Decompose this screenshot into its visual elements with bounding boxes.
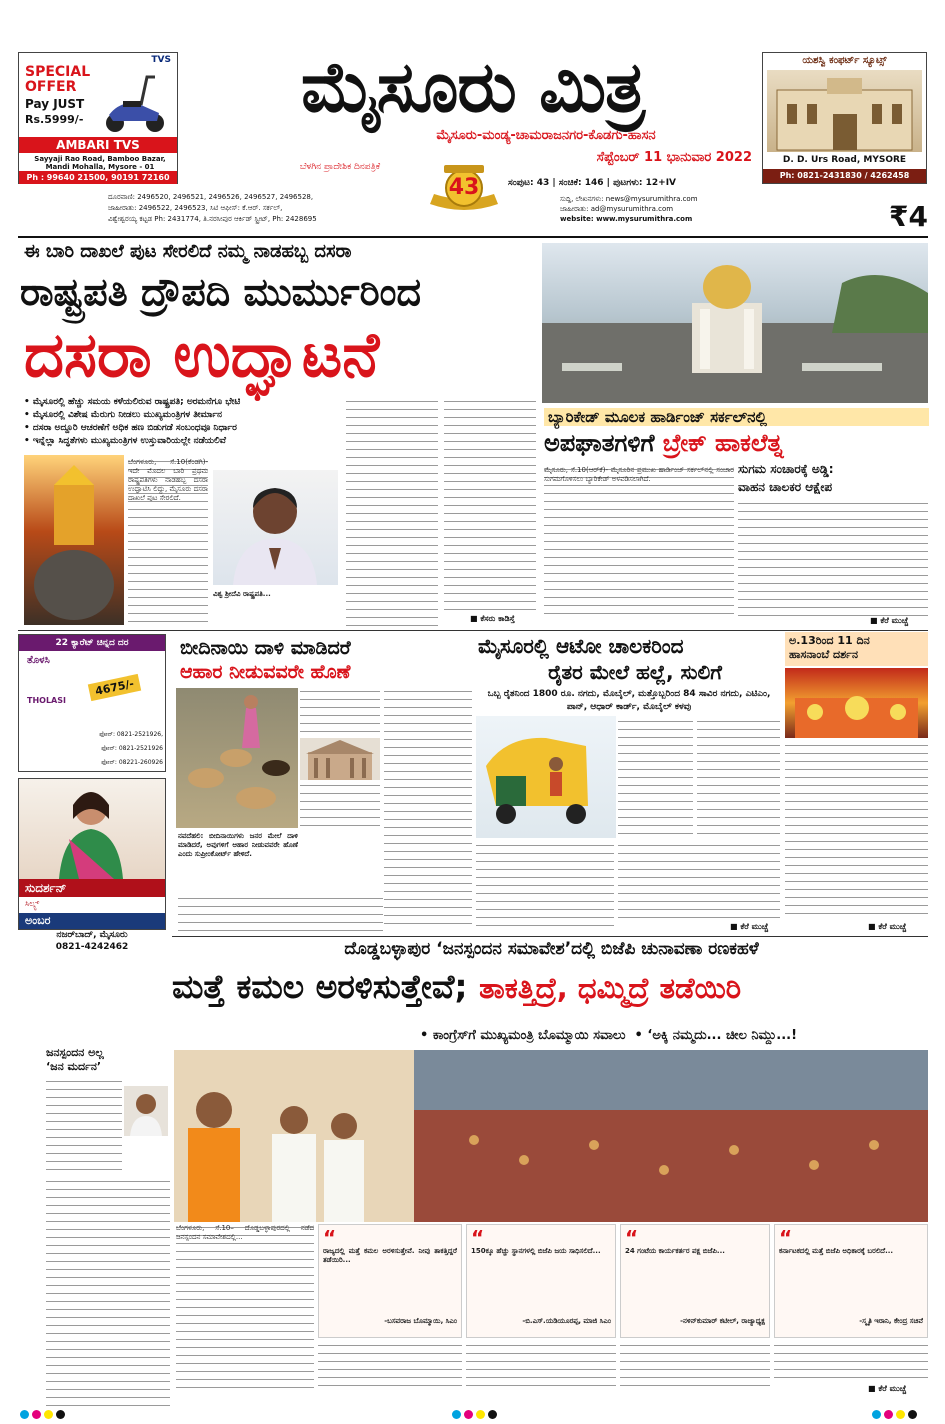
dogs-headline-2: ಆಹಾರ ನೀಡುವವರೇ ಹೊಣೆ: [180, 661, 351, 683]
quote-author: -ಬಸವರಾಜ ಬೊಮ್ಮಾಯಿ, ಸಿಎಂ: [384, 1317, 457, 1325]
quote-mark-icon: “: [323, 1226, 337, 1250]
sidebar-title-2: ‘ಜನ ಮರ್ದನ’: [46, 1060, 102, 1073]
anniversary-badge: [424, 164, 504, 214]
masthead-date: ಸೆಪ್ಟೆಂಬರ್ 11 ಭಾನುವಾರ 2022: [596, 150, 752, 165]
supreme-court-photo: [300, 738, 380, 780]
gold-title: 22 ಕ್ಯಾರೆಟ್ ಚಿನ್ನದ ದರ: [19, 635, 165, 651]
contact-phones-3: ವಿಶ್ವೇಶ್ವರಯ್ಯ ಕಟ್ಟಡ Ph: 2431774, ತಿ.ನರಸೀಪುರ ಆರ್ಕಿಡ್ ಸ್ಟ್ರೀಟ್, Ph: 2428695: [108, 215, 317, 223]
gold-phone-2: ಫೋನ್: 0821-2521926: [101, 745, 163, 752]
anniversary-number: 43: [448, 175, 480, 200]
lead-bullet: • ಮೈಸೂರಲ್ಲಿ ವಿಶೇಷ ಮೆರುಗು ನೀಡಲು ಮುಖ್ಯಮಂತ್ರಿಗಳ ತೀರ್ಮಾನ: [24, 410, 223, 420]
quote-author: -ನಳಿನ್‌ಕುಮಾರ್ ಕಟೀಲ್, ರಾಜ್ಯಾಧ್ಯಕ್ಷ: [680, 1317, 765, 1325]
president-caption: ವಿಶ್ವ ಶ್ರೀದೆವಿ ರಾಷ್ಟ್ರಪತಿ...: [213, 590, 271, 598]
masthead-title: ಮೈಸೂರು ಮಿತ್ರ: [300, 46, 645, 128]
dogs-body-col2: [384, 688, 472, 928]
print-registration-marks: [20, 1404, 68, 1423]
quote-box-irani: [774, 1224, 928, 1338]
hasanamba-headline-2: ಹಾಸನಾಂಬೆ ದರ್ಶನ: [789, 648, 858, 661]
bjp-sub-1: ಕಾಂಗ್ರೆಸ್‌ಗೆ ಮುಖ್ಯಮಂತ್ರಿ ಬೊಮ್ಮಾಯಿ ಸವಾಲು: [432, 1028, 626, 1043]
sudarshan-location: ನಜರ್‌ಬಾದ್, ಮೈಸೂರು: [56, 930, 128, 940]
sudarshan-ad[interactable]: [18, 778, 166, 930]
hardinge-body: [738, 500, 928, 616]
quote-box-bsy: [466, 1224, 616, 1338]
masthead-rule: [18, 236, 928, 238]
tvs-amount: Rs.5999/-: [25, 113, 84, 126]
bjp-subheads: • ಕಾಂಗ್ರೆಸ್‌ಗೆ ಮುಖ್ಯಮಂತ್ರಿ ಬೊಮ್ಮಾಯಿ ಸವಾಲು • ‘ಅಕ್ಕಿ ನಮ್ಮದು... ಚೀಲ ನಿಮ್ದು...!: [420, 1028, 798, 1043]
price: ₹4: [889, 200, 928, 233]
hotel-photo: [767, 70, 922, 152]
print-registration-marks: [452, 1404, 500, 1423]
tvs-address: Sayyaji Rao Road, Bamboo Bazar, Mandi Mohalla, Mysore - 01: [34, 155, 166, 171]
auto-illustration: [476, 716, 616, 838]
hotel-address: D. D. Urs Road, MYSORE: [782, 155, 907, 165]
auto-body-col2: [476, 842, 614, 930]
bjp-body-col4: [774, 1342, 928, 1382]
tvs-phone: Ph : 99640 21500, 90191 72160: [19, 171, 177, 184]
news-email: ಸುದ್ದಿ, ಲೇಖನಗಳು: news@mysurumithra.com: [560, 195, 698, 203]
sudarshan-phone: 0821-4242462: [55, 942, 129, 952]
gold-phone-1: ಫೋನ್: 0821-2521926,: [99, 731, 163, 738]
dogs-body-col1: [300, 688, 380, 736]
hardinge-circle-photo: [542, 243, 928, 403]
lead-bullets: [24, 396, 324, 448]
siddaramaiah-photo: [124, 1086, 168, 1136]
dasara-elephant-photo: [24, 455, 124, 625]
sudarshan-tag: ಸಿಲ್ಕ್ಸ್: [25, 899, 40, 908]
sidebar-body-2: [46, 1178, 170, 1408]
president-photo: [213, 470, 338, 585]
stray-dogs-photo: [176, 688, 298, 828]
gold-shop-logo: [27, 655, 77, 715]
bjp-kicker: ದೊಡ್ಡಬಳ್ಳಾಪುರ ‘ಜನಸ್ಪಂದನ ಸಮಾವೇಶ’ದಲ್ಲಿ ಬಿಜೆಪಿ ಚುನಾವಣಾ ರಣಕಹಳೆ: [344, 939, 759, 959]
auto-deck: ಒಬ್ಬ ರೈತನಿಂದ 1800 ರೂ. ನಗದು, ಮೊಬೈಲ್, ಮತ್ತೊಬ್ಬರಿಂದ 84 ಸಾವಿರ ನಗದು, ಎಟಿಎಂ, ಪಾನ್, ಆಧಾರ್ ಕಾರ್ಡ್, ಮೊಬೈಲ್ ಕಳವು: [487, 689, 771, 712]
hardinge-byline: ■ ಕೆರೆ ಮುಚ್ಚೆ: [870, 616, 909, 625]
scooter-image: [101, 69, 169, 133]
gold-rate-ad[interactable]: [18, 634, 166, 772]
hardinge-subhead-2: ವಾಹನ ಚಾಲಕರ ಆಕ್ಷೇಪ: [738, 480, 833, 494]
print-registration-marks: [872, 1404, 920, 1423]
lead-body-col3: [444, 398, 536, 613]
lead-bullet: • ಇನ್ನೆಲ್ಲಾ ಸಿದ್ಧತೆಗಳು ಮುಖ್ಯಮಂತ್ರಿಗಳ ಉಸ್ತುವಾರಿಯಲ್ಲೇ ನಡೆಯಲಿವೆ: [24, 436, 226, 446]
bjp-headline: [172, 964, 932, 1011]
lead-kicker: ಈ ಬಾರಿ ದಾಖಲೆ ಪುಟ ಸೇರಲಿದೆ ನಮ್ಮ ನಾಡಹಬ್ಬ ದಸರಾ: [24, 241, 352, 262]
bjp-body-col3: [620, 1342, 770, 1392]
hasanamba-headline: [785, 632, 928, 666]
model-photo: [19, 779, 165, 879]
dogs-headline-1: ಬೀದಿನಾಯಿ ದಾಳಿ ಮಾಡಿದರೆ: [180, 637, 351, 659]
gold-price: 4675/-: [88, 674, 142, 701]
masthead-districts: ಮೈಸೂರು-ಮಂಡ್ಯ-ಚಾಮರಾಜನಗರ-ಕೊಡಗು-ಹಾಸನ: [436, 128, 656, 143]
hardinge-subhead-1: ಸುಗಮ ಸಂಚಾರಕ್ಕೆ ಅಡ್ಡಿ:: [738, 462, 834, 476]
hardinge-dateline: ಮೈಸೂರು, ಸೆ.10(ಆರ್‌ಕೆ)- ಮೈಸೂರಿನ ಪ್ರಮುಖ ಹಾರ್ಡಿಂಜ್ ಸರ್ಕಲ್‌ನಲ್ಲಿ ಸಂಚಾರ ಸುಗಮಗೊಳಿಸಲು ಬ್ಯಾರಿಕೇಡ್ ಅಳವಡಿಸಲಾಗಿದೆ.: [544, 466, 734, 616]
tvs-dealer: AMBARI TVS: [19, 137, 177, 153]
dogs-caption: ನವದೆಹಲಿ: ಬೀದಿನಾಯಿಗಳು ಜನರ ಮೇಲೆ ದಾಳಿ ಮಾಡಿದರೆ, ಅವುಗಳಿಗೆ ಆಹಾರ ನೀಡುವವರೇ ಹೊಣೆ ಎಂದು ಸುಪ್ರೀಂಕೋರ್ಟ್ ಹೇಳಿದೆ.: [178, 832, 298, 858]
tvs-pay: Pay JUST: [25, 97, 85, 111]
bjp-body-col2: [466, 1342, 616, 1392]
gold-shop-name-en: THOLASI: [27, 696, 66, 705]
issue-info: ಸಂಪುಟ: 43 | ಸಂಚಿಕೆ: 146 | ಪುಟಗಳು: 12+IV: [508, 178, 677, 188]
contact-phones-1: ದೂರವಾಣಿ: 2496520, 2496521, 2496526, 2496527, 2496528,: [108, 193, 314, 201]
auto-byline: ■ ಕೆರೆ ಮುಚ್ಚೆ: [730, 922, 769, 931]
quote-mark-icon: “: [625, 1226, 639, 1250]
bjp-sub-2: ‘ಅಕ್ಕಿ ನಮ್ಮದು... ಚೀಲ ನಿಮ್ದು...!: [647, 1028, 798, 1043]
ambar-name: ಅಂಬರ: [19, 913, 165, 929]
quote-text: 24 ಗಂಟೆಯ ಕಾರ್ಯಕರ್ತರ ಪಕ್ಷ ಬಿಜೆಪಿ...: [625, 1247, 725, 1255]
quote-author: -ಬಿ.ಎಸ್.ಯಡಿಯೂರಪ್ಪ, ಮಾಜಿ ಸಿಎಂ: [522, 1317, 611, 1325]
tvs-offer: SPECIAL OFFER: [25, 64, 91, 95]
bjp-headline-a: ಮತ್ತೆ ಕಮಲ ಅರಳಿಸುತ್ತೇವೆ;: [172, 967, 468, 1006]
quote-text: 150ಕ್ಕೂ ಹೆಚ್ಚು ಸ್ಥಾನಗಳಲ್ಲಿ ಬಿಜೆಪಿ ಜಯ ಸಾಧಿಸಲಿದೆ...: [471, 1247, 601, 1255]
auto-body-col3: [618, 842, 780, 922]
hardinge-headline-2b: ಬ್ರೇಕ್ ಹಾಕಲೆತ್ನ: [662, 429, 784, 457]
hasanamba-headline-1: ಅ.13ರಿಂದ 11 ದಿನ: [789, 634, 870, 647]
quote-box-kateel: [620, 1224, 770, 1338]
lead-byline: ■ ಕೆಸರು ಕಾಡಿಸ್ತೆ: [470, 614, 515, 623]
ad-email: ಜಾಹೀರಾತು: ad@mysurumithra.com: [560, 205, 674, 213]
lead-dateline: ಬೆಂಗಳೂರು, ಸೆ.10(ಕೆಂಡಗಿ)- ಇದೇ ಮೊದಲ ಬಾರಿ ಪ್ರಥಮ ರಾಷ್ಟ್ರಪತಿಗಳು ನಾಡಹಬ್ಬ ದಸರಾ ಉದ್ಘಾಟಿಸಿ ಲಿದ್ದು, ಮೈಸೂರು ದಸರಾ ದಾಖಲೆ ಪುಟ ಸೇರಲಿದೆ.: [128, 458, 208, 626]
lead-headline-1: ರಾಷ್ಟ್ರಪತಿ ದ್ರೌಪದಿ ಮುರ್ಮುರಿಂದ: [20, 270, 422, 314]
sidebar-body: [46, 1078, 122, 1174]
rally-photo: [174, 1050, 928, 1222]
lead-bullet: • ದಸರಾ ಅದ್ದೂರಿ ಆಚರಣೆಗೆ ಅಧಿಕ ಹಣ ಬಿಡುಗಡೆ ಸಂಬಂಧವೂ ನಿರ್ಧಾರ: [24, 423, 237, 433]
hotel-ad[interactable]: [762, 52, 927, 184]
jana-mardana-sidebar: [46, 1046, 170, 1386]
quote-text: ಕರ್ನಾಟಕದಲ್ಲಿ ಮತ್ತೆ ಬಿಜೆಪಿ ಅಧಿಕಾರಕ್ಕೆ ಬರಲಿದೆ...: [779, 1247, 894, 1255]
sidebar-title-1: ಜನಸ್ಪಂದನ ಅಲ್ಲ: [46, 1046, 104, 1059]
website: website: www.mysurumithra.com: [560, 215, 693, 223]
hardinge-headline-1: ಬ್ಯಾರಿಕೇಡ್ ಮೂಲಕ ಹಾರ್ಡಿಂಜ್ ಸರ್ಕಲ್‌ನಲ್ಲಿ: [544, 408, 929, 426]
quote-text: ರಾಜ್ಯದಲ್ಲಿ ಮತ್ತೆ ಕಮಲ ಅರಳಿಸುತ್ತೇವೆ. ನೀವು ತಾಕತ್ತಿದ್ದರೆ ತಡೆಯಿರಿ...: [323, 1247, 457, 1264]
sudarshan-name: ಸುದರ್ಶನ್: [19, 879, 165, 897]
auto-body-col4: [697, 718, 780, 838]
auto-headline-1: ಮೈಸೂರಲ್ಲಿ ಆಟೋ ಚಾಲಕರಿಂದ: [478, 634, 684, 658]
section-rule-2: [172, 936, 928, 937]
lead-bullet: • ಮೈಸೂರಲ್ಲಿ ಹೆಚ್ಚು ಸಮಯ ಕಳೆಯಲಿರುವ ರಾಷ್ಟ್ರಪತಿ; ಅರಮನೆಗೂ ಭೇಟಿ: [24, 397, 241, 407]
quote-box-bommai: [318, 1224, 462, 1338]
lead-headline-2: ದಸರಾ ಉದ್ಘಾಟನೆ: [24, 318, 380, 391]
quote-author: -ಸ್ಮೃತಿ ಇರಾನಿ, ಕೇಂದ್ರ ಸಚಿವೆ: [859, 1317, 923, 1325]
tvs-ad[interactable]: [18, 52, 178, 184]
auto-body-col1: [618, 718, 693, 838]
gold-phone-3: ಫೋನ್: 08221-260926: [101, 759, 163, 766]
section-rule-1: [18, 630, 928, 631]
hasanamba-body: [785, 742, 928, 920]
dogs-body-col1b: [300, 782, 380, 832]
quote-mark-icon: “: [471, 1226, 485, 1250]
gold-shop-name: ತೊಳಸಿ: [27, 655, 50, 666]
bjp-body-col1: [318, 1342, 462, 1392]
dogs-body-col3: [178, 895, 383, 931]
hardinge-headline-2: [544, 428, 929, 458]
bjp-headline-b: ತಾಕತ್ತಿದ್ರೆ, ಧಮ್ಮಿದ್ರೆ ತಡೆಯಿರಿ: [479, 971, 742, 1005]
bjp-byline: ■ ಕೆರೆ ಮುಚ್ಚೆ: [868, 1384, 907, 1393]
masthead-tagline: ಬೆಳಗಿನ ಪ್ರಾದೇಶಿಕ ದಿನಪತ್ರಿಕೆ: [299, 162, 381, 172]
hardinge-headline-2a: ಅಪಘಾತಗಳಿಗೆ: [544, 429, 655, 457]
contact-phones-2: ಜಾಹೀರಾತು: 2496522, 2496523, ಸಿಟಿ ಆಫೀಸ್: ಕೆ.ಆರ್. ಸರ್ಕಲ್,: [108, 204, 283, 212]
hotel-phone: Ph: 0821-2431830 / 4262458: [763, 169, 926, 183]
lead-body-col2: [346, 398, 438, 626]
auto-headline-2: ರೈತರ ಮೇಲೆ ಹಲ್ಲೆ, ಸುಲಿಗೆ: [548, 660, 722, 684]
quote-mark-icon: “: [779, 1226, 793, 1250]
hasanamba-byline: ■ ಕೆರೆ ಮುಚ್ಚೆ: [868, 922, 907, 931]
hasanamba-temple-photo: [785, 668, 928, 738]
hotel-name: ಯಶಸ್ವಿ ಕಂಫರ್ಟ್ ಸ್ಯೂಟ್ಸ್: [802, 55, 887, 66]
tvs-logo: TVS: [151, 55, 171, 65]
bjp-dateline: ಬೆಂಗಳೂರು, ಸೆ.10– ದೊಡ್ಡಬಳ್ಳಾಪುರದಲ್ಲಿ ನಡೆದ ಜನಸ್ಪಂದನ ಸಮಾವೇಶದಲ್ಲಿ...: [176, 1224, 314, 1392]
